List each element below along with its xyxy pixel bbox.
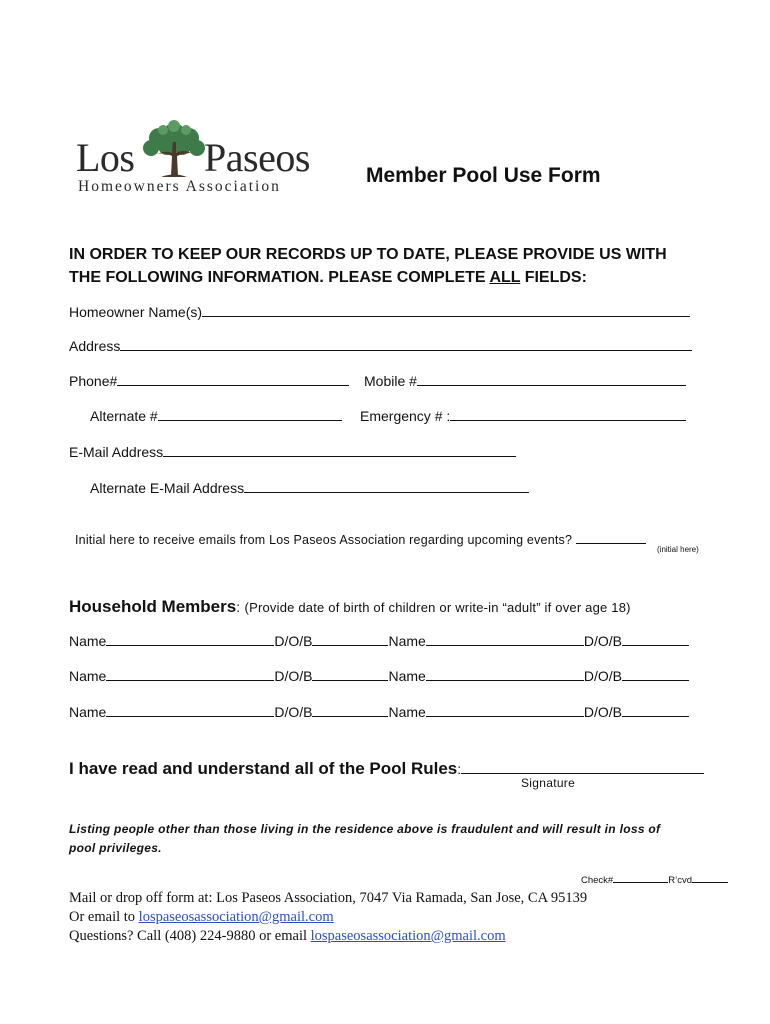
member-name-field[interactable]	[426, 631, 584, 646]
name-label: Name	[69, 704, 107, 720]
mobile-field[interactable]	[417, 371, 686, 386]
tree-icon	[139, 120, 209, 178]
questions-line: Questions? Call (408) 224-9880 or email lospaseosassociation@gmail.com	[69, 928, 506, 944]
contact-block	[69, 889, 587, 946]
email-line: Or email to lospaseosassociation@gmail.com	[69, 909, 334, 925]
homeowner-name-field[interactable]	[202, 302, 690, 317]
email-row	[69, 442, 516, 460]
instructions-line1: IN ORDER TO KEEP OUR RECORDS UP TO DATE, PLEASE PROVIDE US WITH	[69, 246, 667, 263]
email-opt-in-note: (initial here)	[657, 545, 699, 554]
alt-email-field[interactable]	[244, 478, 529, 493]
household-row	[69, 631, 689, 649]
form-title: Member Pool Use Form	[366, 164, 601, 187]
address-field[interactable]	[120, 336, 692, 351]
logo	[76, 120, 326, 200]
alternate-label: Alternate #	[90, 408, 158, 424]
instructions-emphasis: ALL	[489, 269, 521, 286]
logo-word-paseos: Paseos	[204, 135, 310, 180]
questions-email-link[interactable]: lospaseosassociation@gmail.com	[310, 928, 506, 944]
name-label: Name	[388, 668, 426, 684]
instructions	[69, 243, 667, 289]
fraud-warning-line2: pool privileges.	[69, 841, 162, 855]
alternate-field[interactable]	[158, 406, 342, 421]
alt-email-label: Alternate E-Mail Address	[90, 480, 245, 496]
rcvd-label: R’cvd	[668, 875, 692, 886]
signature-label: Signature	[521, 776, 576, 790]
member-dob-field[interactable]	[312, 631, 388, 646]
phone-field[interactable]	[117, 371, 349, 386]
logo-word-los: Los	[76, 135, 135, 180]
member-name-field[interactable]	[106, 631, 274, 646]
email-opt-in-initial-field[interactable]	[576, 532, 646, 544]
mobile-row	[364, 371, 686, 389]
member-name-field[interactable]	[106, 702, 274, 717]
name-label: Name	[69, 633, 107, 649]
check-number-field[interactable]	[613, 873, 668, 883]
member-name-field[interactable]	[426, 702, 584, 717]
member-dob-field[interactable]	[312, 702, 388, 717]
household-row	[69, 702, 689, 720]
dob-label: D/O/B	[583, 668, 622, 684]
homeowner-name-row	[69, 302, 690, 320]
rules-row: I have read and understand all of the Pool Rules:	[69, 757, 704, 779]
fraud-warning	[69, 820, 660, 858]
alt-email-row	[90, 478, 529, 496]
household-heading: Household Members	[69, 597, 237, 616]
member-name-field[interactable]	[426, 666, 584, 681]
homeowner-name-label: Homeowner Name(s)	[69, 304, 203, 320]
alternate-row	[90, 406, 342, 424]
name-label: Name	[388, 704, 426, 720]
fraud-warning-line1: Listing people other than those living in the residence above is fraudulent and will result in loss of	[69, 822, 661, 836]
instructions-line2: THE FOLLOWING INFORMATION. PLEASE COMPLETE ALL FIELDS:	[69, 269, 587, 286]
rules-text: I have read and understand all of the Pool Rules	[69, 759, 458, 778]
household-note: (Provide date of birth of children or write-in “adult” if over age 18)	[244, 600, 631, 615]
email-label: E-Mail Address	[69, 444, 164, 460]
member-dob-field[interactable]	[622, 631, 689, 646]
phone-row	[69, 371, 349, 389]
mail-address-line: Mail or drop off form at: Los Paseos Association, 7047 Via Ramada, San Jose, CA 95139	[69, 890, 588, 906]
household-row	[69, 666, 689, 684]
emergency-row	[360, 406, 686, 424]
emergency-field[interactable]	[450, 406, 686, 421]
member-dob-field[interactable]	[312, 666, 388, 681]
signature-field[interactable]	[461, 757, 704, 774]
dob-label: D/O/B	[583, 704, 622, 720]
phone-label: Phone#	[69, 373, 118, 389]
email-opt-in-row	[75, 532, 646, 547]
association-email-link[interactable]: lospaseosassociation@gmail.com	[138, 909, 334, 925]
dob-label: D/O/B	[583, 633, 622, 649]
member-dob-field[interactable]	[622, 666, 689, 681]
member-dob-field[interactable]	[622, 702, 689, 717]
emergency-label: Emergency # :	[360, 408, 451, 424]
address-row	[69, 336, 692, 354]
member-name-field[interactable]	[106, 666, 274, 681]
address-label: Address	[69, 338, 121, 354]
email-opt-in-text: Initial here to receive emails from Los Paseos Association regarding upcoming events?	[75, 533, 573, 547]
name-label: Name	[69, 668, 107, 684]
dob-label: D/O/B	[274, 668, 313, 684]
check-label: Check#	[581, 875, 614, 886]
household-heading-row: Household Members: (Provide date of birth of children or write-in “adult” if over age 18)	[69, 597, 631, 616]
dob-label: D/O/B	[274, 704, 313, 720]
name-label: Name	[388, 633, 426, 649]
mobile-label: Mobile #	[364, 373, 417, 389]
office-use-row	[581, 873, 728, 886]
rcvd-field[interactable]	[692, 873, 728, 883]
dob-label: D/O/B	[274, 633, 313, 649]
email-field[interactable]	[163, 442, 516, 457]
logo-subtitle: Homeowners Association	[78, 178, 281, 195]
